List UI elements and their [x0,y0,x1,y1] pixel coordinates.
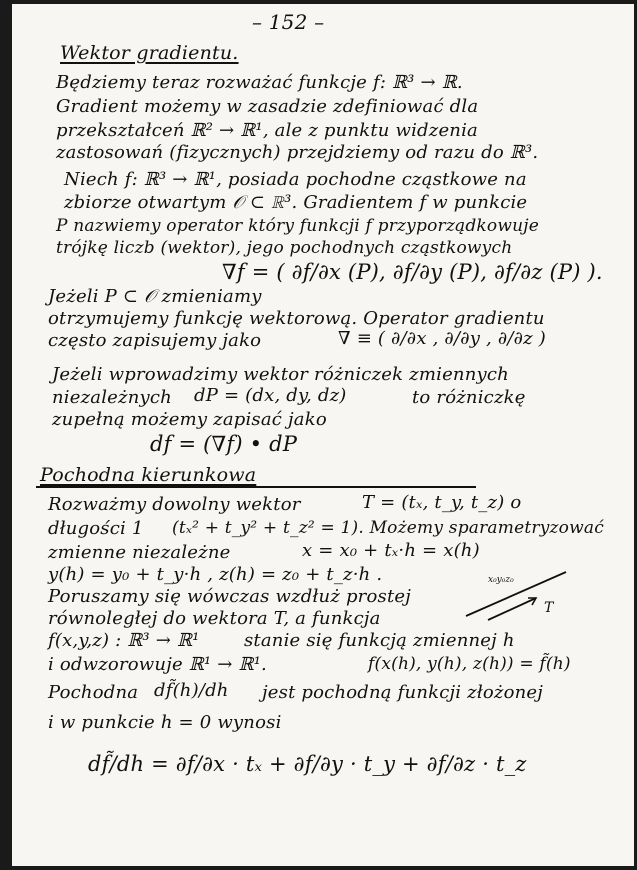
section-title-gradient: Wektor gradientu. [60,42,239,64]
text-line: zupełną możemy zapisać jako [52,409,327,430]
text-line: Pochodna [48,682,139,703]
text-line: i w punkcie h = 0 wynosi [48,712,282,733]
derivative-symbol: df̃(h)/dh [154,680,229,701]
df-formula: df = (∇f) • dP [150,432,298,456]
text-line: to różniczkę [412,387,526,408]
text-line: Niech f: ℝ³ → ℝ¹, posiada pochodne cząstkowe na [64,169,527,190]
text-line: zmienne niezależne [48,542,231,563]
T-definition: T = (tₓ, t_y, t_z) o [362,492,522,513]
text-line: P nazwiemy operator który funkcji f przyporządkowuje [56,216,539,236]
text-line: otrzymujemy funkcję wektorową. Operator gradientu [48,308,545,329]
gradient-formula: ∇f = ( ∂f/∂x (P), ∂f/∂y (P), ∂f/∂z (P) ). [222,260,603,284]
text-line: trójkę liczb (wektor), jego pochodnych cząstkowych [56,238,513,258]
norm-definition: (tₓ² + t_y² + t_z² = 1). Możemy sparametryzować [172,518,604,538]
text-line: równoległej do wektora T, a funkcja [48,608,381,629]
text-line: Poruszamy się wówczas wzdłuż prostej [48,586,412,607]
text-line: stanie się funkcją zmiennej h [244,630,515,651]
section-title-directional: Pochodna kierunkowa [40,464,257,486]
sketch-label-x0: x₀y₀z₀ [488,575,514,585]
text-line: Rozważmy dowolny wektor [48,494,301,515]
notebook-page [12,4,634,866]
final-formula: df̃/dh = ∂f/∂x · tₓ + ∂f/∂y · t_y + ∂f/∂z · t_z [88,752,527,776]
text-line: Będziemy teraz rozważać funkcje f: ℝ³ → ℝ. [56,72,463,93]
direction-sketch [458,564,578,624]
f-composition: f(x(h), y(h), z(h)) = f̃(h) [368,654,571,674]
text-line: długości 1 [48,518,144,539]
text-line: przekształceń ℝ² → ℝ¹, ale z punktu widzenia [56,120,478,141]
x-parametrization: x = x₀ + tₓ·h = x(h) [302,540,480,561]
text-line: jest pochodną funkcji złożonej [262,682,544,703]
yz-parametrization: y(h) = y₀ + t_y·h , z(h) = z₀ + t_z·h . [48,564,383,585]
text-line: często zapisujemy jako [48,330,262,351]
sketch-label-T: T [544,600,554,616]
dP-formula: dP = (dx, dy, dz) [194,385,347,406]
section-divider [36,486,476,488]
text-line: Gradient możemy w zasadzie zdefiniować dla [56,96,479,117]
text-line: Jeżeli wprowadzimy wektor różniczek zmiennych [52,364,509,385]
text-line: zastosowań (fizycznych) przejdziemy od razu do ℝ³. [56,142,539,163]
text-line: zbiorze otwartym 𝒪 ⊂ ℝ³. Gradientem f w punkcie [64,192,528,213]
nabla-definition: ∇ ≡ ( ∂/∂x , ∂/∂y , ∂/∂z ) [338,328,546,349]
sketch-vector-T [488,598,536,620]
text-line: niezależnych [52,387,172,408]
text-line: Jeżeli P ⊂ 𝒪 zmieniamy [48,286,262,307]
f-mapping: f(x,y,z) : ℝ³ → ℝ¹ [48,630,200,651]
text-line: i odwzorowuje ℝ¹ → ℝ¹. [48,654,267,675]
page-number: – 152 – [252,10,325,34]
